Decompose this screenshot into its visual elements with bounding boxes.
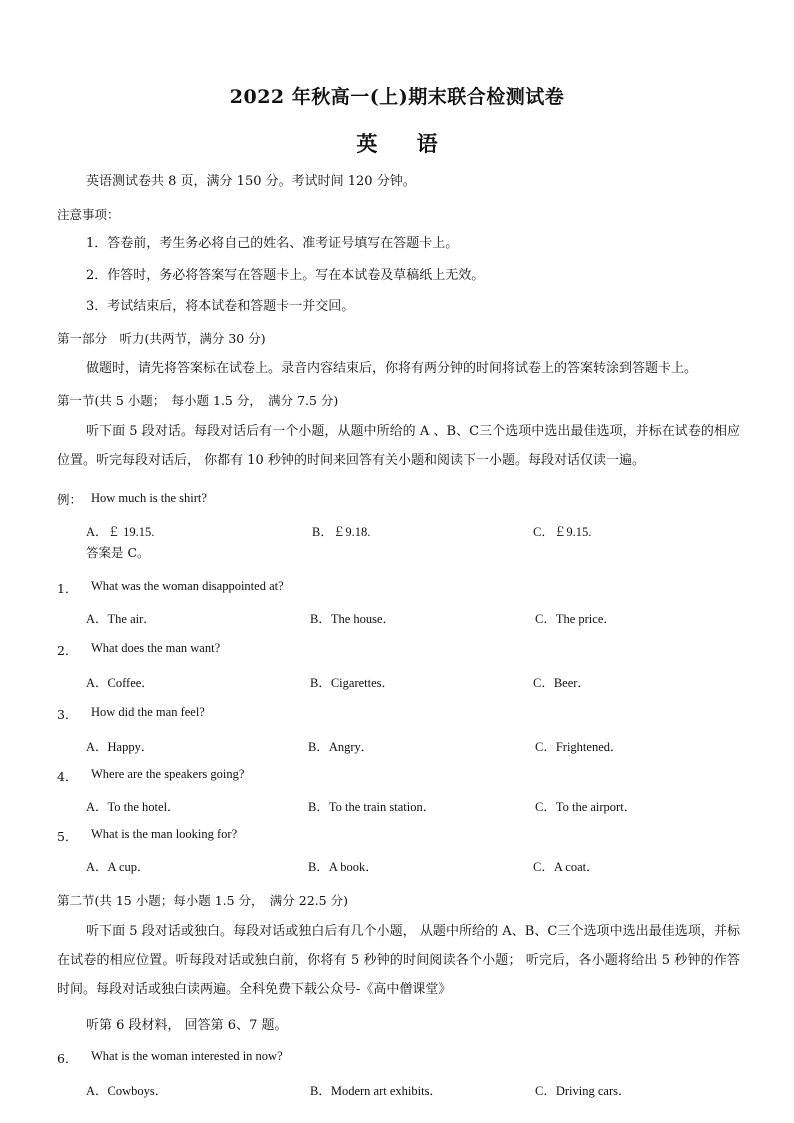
question-text: What does the man want?	[91, 641, 221, 655]
question-number: 4．	[57, 769, 78, 784]
option-b: B．The house．	[310, 612, 396, 626]
example-question: How much is the shirt?	[91, 491, 207, 505]
section2-heading: 第二节(共 15 小题；每小题 1.5 分， 满分 22.5 分)	[57, 893, 348, 908]
question-number: 3．	[57, 707, 78, 722]
question-number: 5．	[57, 829, 78, 844]
option-c: C．To the airport．	[535, 800, 637, 814]
section1-heading: 第一节(共 5 小题； 每小题 1.5 分， 满分 7.5 分)	[57, 393, 339, 408]
example-option-a: A．￡ 19.15.	[86, 525, 155, 539]
subject-title: 英 语	[356, 131, 454, 156]
question-text: What is the woman interested in now?	[91, 1049, 283, 1063]
question-number: 1．	[57, 581, 78, 596]
exam-title: 2022 年秋高一(上)期末联合检测试卷	[229, 86, 565, 108]
section2-instruction: 听下面 5 段对话或独白。每段对话或独白后有几个小题， 从题中所给的 A、B、C三个选项中选出最佳选项，并标在试卷的相应位置。听每段对话或独白前，你将有 5 秒钟的时间阅读各个小题； 听完后，各小题将给出 5 秒钟的作答时间。每段对话或独白读两遍。全科免费下载公众号-《高中僧课堂》	[57, 924, 740, 997]
option-a: A．To the hotel．	[86, 800, 180, 814]
option-c: C．Beer．	[533, 676, 590, 690]
part1-instruction: 做题时，请先将答案标在试卷上。录音内容结束后，你将有两分钟的时间将试卷上的答案转涂到答题卡上。	[86, 361, 698, 376]
option-b: B．A book．	[308, 860, 378, 874]
question-number: 6．	[57, 1051, 78, 1066]
option-c: C．A coat．	[533, 860, 599, 874]
question-text: What was the woman disappointed at?	[91, 579, 284, 593]
section1-instruction: 听下面 5 段对话。每段对话后有一个小题，从题中所给的 A 、B、C三个选项中选出最佳选项，并标在试卷的相应位置。听完每段对话后， 你都有 10 秒钟的时间来回答有关小题和阅读下一小题。每段对话仅读一遍。	[57, 424, 740, 468]
notice-item: 1．答卷前，考生务必将自己的姓名、准考证号填写在答题卡上。	[86, 236, 459, 251]
material-note: 听第 6 段材料， 回答第 6、7 题。	[86, 1018, 288, 1033]
question-text: What is the man looking for?	[91, 827, 238, 841]
option-b: B．Cigarettes．	[310, 676, 395, 690]
example-answer: 答案是 C。	[86, 545, 150, 560]
option-b: B．Modern art exhibits．	[310, 1084, 442, 1098]
question-number: 2．	[57, 643, 78, 658]
option-a: A．Coffee．	[86, 676, 154, 690]
notice-item: 2．作答时，务必将答案写在答题卡上。写在本试卷及草稿纸上无效。	[86, 268, 485, 283]
option-a: A．Happy．	[86, 740, 154, 754]
option-c: C．Driving cars．	[535, 1084, 631, 1098]
option-a: A．Cowboys．	[86, 1084, 168, 1098]
option-c: C．Frightened．	[535, 740, 623, 754]
example-label: 例：	[57, 492, 83, 507]
notice-heading: 注意事项：	[57, 207, 120, 222]
option-a: A．The air．	[86, 612, 156, 626]
option-c: C．The price．	[535, 612, 616, 626]
part1-heading: 第一部分 听力(共两节，满分 30 分)	[57, 331, 266, 346]
option-a: A．A cup．	[86, 860, 150, 874]
example-option-b: B．￡9.18.	[312, 525, 371, 539]
notice-item: 3．考试结束后，将本试卷和答题卡一并交回。	[86, 299, 355, 314]
intro-text: 英语测试卷共 8 页，满分 150 分。考试时间 120 分钟。	[86, 174, 416, 189]
question-text: How did the man feel?	[91, 705, 205, 719]
question-text: Where are the speakers going?	[91, 767, 245, 781]
example-option-c: C．￡9.15.	[533, 525, 592, 539]
option-b: B．Angry．	[308, 740, 374, 754]
option-b: B．To the train station．	[308, 800, 436, 814]
